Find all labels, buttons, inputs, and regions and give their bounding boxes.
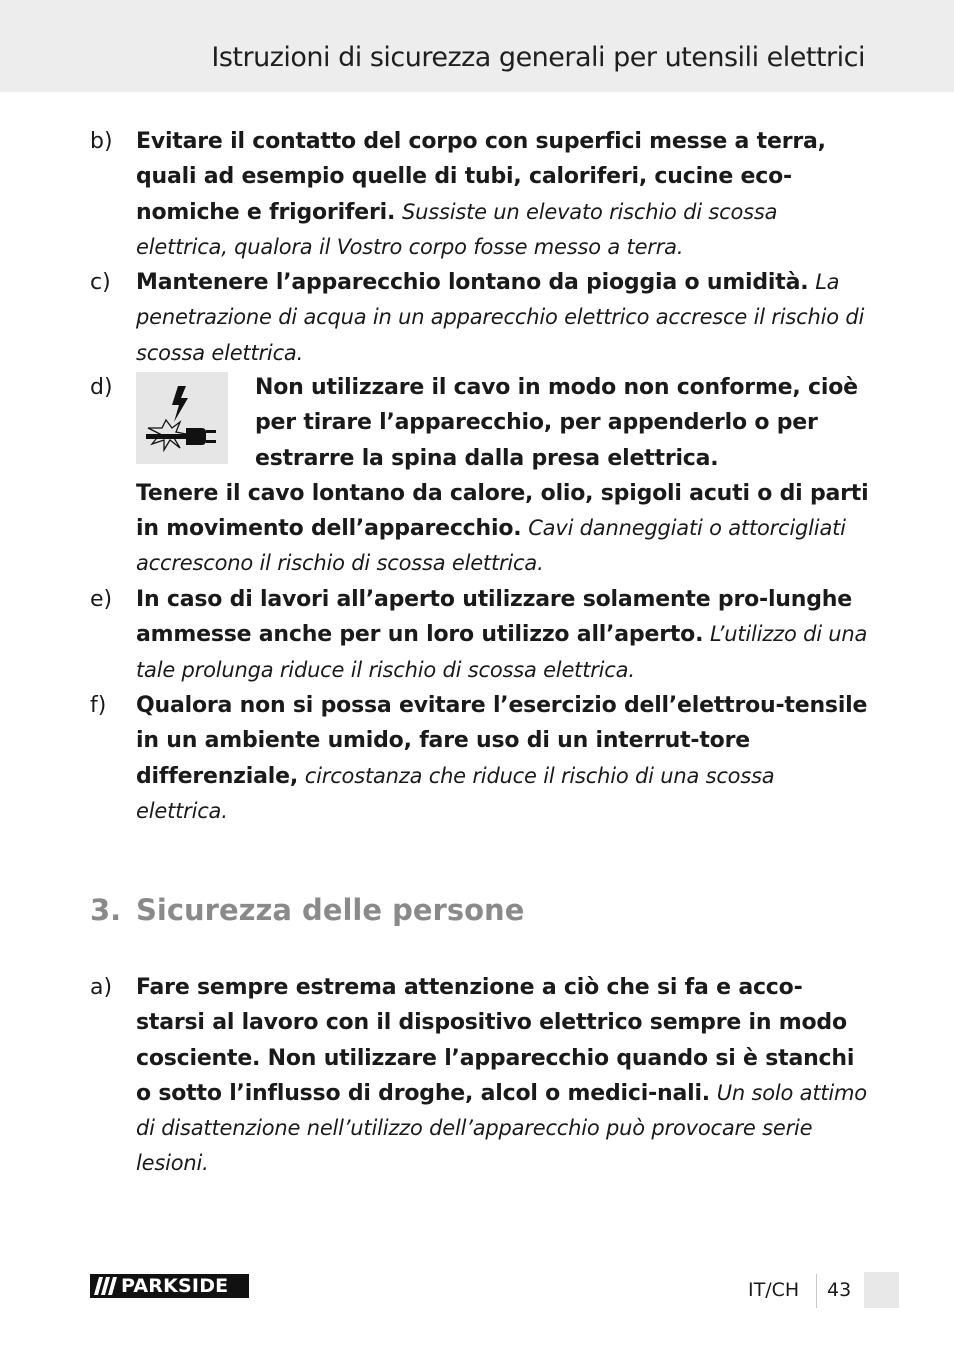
item-label: f) xyxy=(90,693,107,718)
section-heading xyxy=(90,893,524,927)
list-item-b xyxy=(90,124,870,265)
page-header xyxy=(0,0,954,92)
item-bold-text: Fare sempre estrema attenzione a ciò che si fa e acco-starsi al lavoro con il dispositivo elettrico sempre in modo cosciente. Non utilizzare l’apparecchio quando si è stanchi o sotto l’influsso di droghe, alcol o medici-nali. xyxy=(136,975,855,1106)
item-italic-text: L’utilizzo di una tale prolunga riduce il rischio di scossa elettrica. xyxy=(136,622,868,682)
page-tab-marker xyxy=(864,1272,899,1308)
page-number: 43 xyxy=(827,1279,852,1301)
section-number: 3. xyxy=(90,893,122,927)
parkside-logo xyxy=(90,1274,249,1298)
item-italic-text: circostanza che riduce il rischio di una scossa elettrica. xyxy=(136,763,775,823)
item-label: b) xyxy=(90,129,113,154)
item-bold-first-text: Non utilizzare il cavo in modo non conforme, cioè per tirare l’apparecchio, per appenderlo o per estrarre la spina dalla presa elettrica. xyxy=(255,375,858,471)
item-italic-text: Un solo attimo di disattenzione nell’utilizzo dell’apparecchio può provocare serie lesioni. xyxy=(136,1080,867,1176)
item-label: e) xyxy=(90,587,113,612)
item-italic-text: Cavi danneggiati o attorcigliati accrescono il rischio di scossa elettrica. xyxy=(136,516,846,576)
item-bold-text: Evitare il contatto del corpo con superfici messe a terra, quali ad esempio quelle di tubi, caloriferi, cucine eco-nomiche e frigoriferi. xyxy=(136,129,826,225)
item-bold-text: Qualora non si possa evitare l’esercizio dell’elettrou-tensile in un ambiente umido, fare uso di un interrut-tore differenziale, xyxy=(136,693,868,789)
item-italic-text: La penetrazione di acqua in un apparecchio elettrico accresce il rischio di scossa elettrica. xyxy=(136,270,865,365)
list-item-d xyxy=(90,370,870,582)
footer-divider xyxy=(816,1274,817,1308)
section-title: Sicurezza delle persone xyxy=(136,893,525,927)
item-label: c) xyxy=(90,270,111,295)
cable-damage-warning-icon xyxy=(136,372,228,464)
list-item-e xyxy=(90,582,870,688)
locale-code: IT/CH xyxy=(748,1279,800,1301)
logo-brand-text: PARKSIDE xyxy=(121,1275,229,1297)
item-label: d) xyxy=(90,375,113,400)
item-italic-text: Sussiste un elevato rischio di scossa elettrica, qualora il Vostro corpo fosse messo a terra. xyxy=(136,199,778,259)
list-item-a xyxy=(90,970,870,1182)
item-bold-text: In caso di lavori all’aperto utilizzare solamente pro-lunghe ammesse anche per un loro utilizzo all’aperto. xyxy=(136,587,852,648)
list-item-c xyxy=(90,265,870,371)
item-bold-text: Tenere il cavo lontano da calore, olio, spigoli acuti o di parti in movimento dell’apparecchio. xyxy=(136,480,869,542)
item-label: a) xyxy=(90,975,113,1000)
logo-stripes-icon xyxy=(94,1277,118,1295)
item-bold-text: Mantenere l’apparecchio lontano da pioggia o umidità. xyxy=(136,270,809,295)
list-item-f xyxy=(90,688,870,829)
header-title: Istruzioni di sicurezza generali per utensili elettrici xyxy=(211,42,865,73)
